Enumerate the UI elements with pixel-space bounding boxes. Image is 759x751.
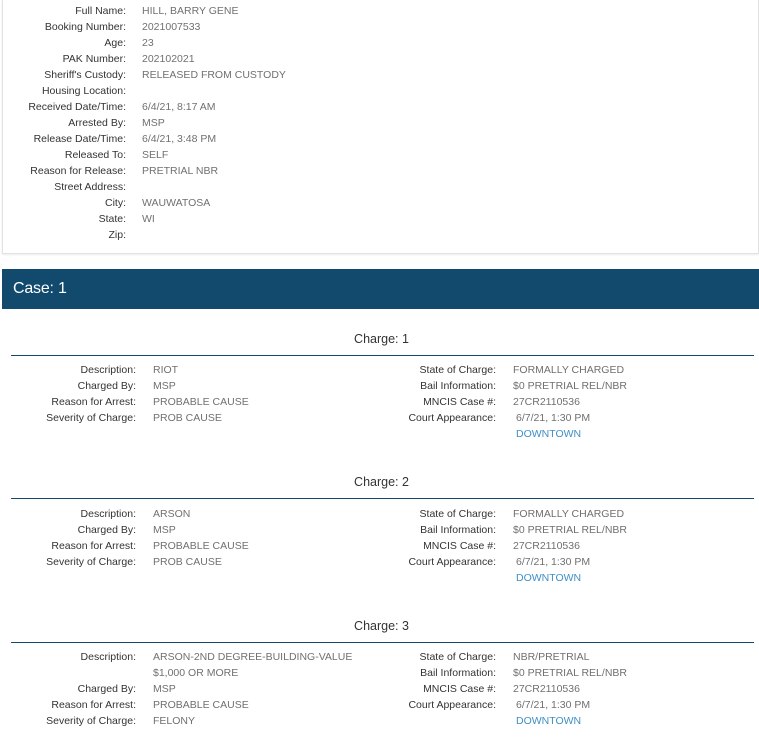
court-appearance-value: 6/7/21, 1:30 PM: [516, 412, 591, 424]
field-label: Severity of Charge:: [46, 412, 136, 424]
field-label: Description:: [80, 651, 136, 663]
field-label: Arrested By:: [68, 117, 126, 129]
detail-row-zip: [3, 227, 759, 243]
field-label: PAK Number:: [62, 53, 126, 65]
detail-row-reason-for-release: [3, 163, 759, 179]
field-label: Received Date/Time:: [28, 101, 126, 113]
released-to-value: SELF: [142, 149, 169, 161]
detail-row-street-address: [3, 179, 759, 195]
field-label: Court Appearance:: [408, 412, 496, 424]
field-label: Charged By:: [77, 380, 136, 392]
charged-by-value: MSP: [153, 524, 176, 536]
charge-divider: [11, 498, 754, 499]
bail-information-value: $0 PRETRIAL REL/NBR: [513, 524, 627, 536]
state-of-charge-row: [0, 649, 759, 665]
state-of-charge-value: FORMALLY CHARGED: [513, 508, 625, 520]
court-appearance-value: 6/7/21, 1:30 PM: [516, 556, 591, 568]
mncis-case-value: 27CR2110536: [513, 683, 580, 695]
booking-number-value: 2021007533: [142, 21, 201, 33]
mncis-case-row: [0, 681, 759, 697]
detail-row-sheriffs-custody: [3, 67, 759, 83]
detail-row-received-datetime: [3, 99, 759, 115]
charge-title: Charge: 3: [354, 619, 409, 633]
pak-number-value: 202102021: [142, 53, 195, 65]
field-label: MNCIS Case #:: [423, 683, 496, 695]
state-of-charge-value: FORMALLY CHARGED: [513, 364, 625, 376]
inmate-details-card: [2, 0, 759, 254]
detail-row-booking-number: [3, 19, 759, 35]
court-appearance-row: [0, 697, 759, 713]
detail-row-full-name: [3, 3, 759, 19]
reason-for-release-value: PRETRIAL NBR: [142, 165, 219, 177]
detail-row-housing-location: [3, 83, 759, 99]
field-label: Release Date/Time:: [33, 133, 126, 145]
court-appearance-row: [0, 554, 759, 570]
severity-row: [0, 713, 759, 729]
field-label: State of Charge:: [419, 651, 496, 663]
charge-title: Charge: 1: [354, 332, 409, 346]
bail-information-value: $0 PRETRIAL REL/NBR: [513, 380, 627, 392]
mncis-case-value: 27CR2110536: [513, 540, 580, 552]
detail-row-state: [3, 211, 759, 227]
state-of-charge-value: NBR/PRETRIAL: [513, 651, 590, 663]
field-label: Released To:: [64, 149, 126, 161]
detail-row-city: [3, 195, 759, 211]
detail-row-age: [3, 35, 759, 51]
mncis-case-row: [0, 538, 759, 554]
age-value: 23: [142, 37, 154, 49]
field-label: Severity of Charge:: [46, 556, 136, 568]
field-label: Street Address:: [54, 181, 126, 193]
mncis-case-row: [0, 394, 759, 410]
detail-row-arrested-by: [3, 115, 759, 131]
bail-information-row: [0, 378, 759, 394]
field-label: Sheriff's Custody:: [44, 69, 126, 81]
field-label: City:: [105, 197, 126, 209]
field-label: Severity of Charge:: [46, 715, 136, 727]
field-label: MNCIS Case #:: [423, 540, 496, 552]
field-label: Reason for Arrest:: [51, 396, 136, 408]
field-label: Reason for Arrest:: [51, 699, 136, 711]
court-location-link[interactable]: DOWNTOWN: [516, 715, 582, 727]
charge-divider: [11, 355, 754, 356]
field-label: State of Charge:: [419, 364, 496, 376]
field-label: Booking Number:: [44, 21, 126, 33]
arrested-by-value: MSP: [142, 117, 165, 129]
reason-for-arrest-value: PROBABLE CAUSE: [153, 540, 249, 552]
court-appearance-row: [0, 410, 759, 426]
received-datetime-value: 6/4/21, 8:17 AM: [142, 101, 216, 113]
charge-title: Charge: 2: [354, 475, 409, 489]
reason-for-arrest-value: PROBABLE CAUSE: [153, 699, 249, 711]
field-label: Court Appearance:: [408, 699, 496, 711]
field-label: Bail Information:: [420, 667, 496, 679]
field-label: Court Appearance:: [408, 556, 496, 568]
case-header: Case: 1: [2, 269, 759, 309]
sheriffs-custody-value: RELEASED FROM CUSTODY: [142, 69, 286, 81]
severity-value: FELONY: [153, 715, 196, 727]
bail-information-value: $0 PRETRIAL REL/NBR: [513, 667, 627, 679]
court-appearance-value: 6/7/21, 1:30 PM: [516, 699, 591, 711]
state-of-charge-row: [0, 506, 759, 522]
field-label: Bail Information:: [420, 380, 496, 392]
full-name-value: HILL, BARRY GENE: [142, 5, 239, 17]
court-location-link[interactable]: DOWNTOWN: [516, 572, 582, 584]
detail-row-released-to: [3, 147, 759, 163]
charged-by-value: MSP: [153, 683, 176, 695]
court-location-link[interactable]: DOWNTOWN: [516, 428, 582, 440]
field-label: State:: [98, 213, 126, 225]
field-label: Full Name:: [75, 5, 126, 17]
field-label: Bail Information:: [420, 524, 496, 536]
field-label: State of Charge:: [419, 508, 496, 520]
field-label: Housing Location:: [41, 85, 126, 97]
charged-by-value: MSP: [153, 380, 176, 392]
city-value: WAUWATOSA: [142, 197, 211, 209]
description-value: RIOT: [153, 364, 179, 376]
detail-row-pak-number: [3, 51, 759, 67]
reason-for-arrest-value: PROBABLE CAUSE: [153, 396, 249, 408]
description-value: ARSON-2ND DEGREE-BUILDING-VALUE $1,000 OR MORE: [153, 651, 353, 679]
field-label: Reason for Release:: [30, 165, 126, 177]
field-label: MNCIS Case #:: [423, 396, 496, 408]
mncis-case-value: 27CR2110536: [513, 396, 580, 408]
state-of-charge-row: [0, 362, 759, 378]
detail-row-release-datetime: [3, 131, 759, 147]
bail-information-row: [0, 522, 759, 538]
field-label: Age:: [104, 37, 126, 49]
field-label: Charged By:: [77, 683, 136, 695]
description-value: ARSON: [153, 508, 191, 520]
bail-information-row: [0, 665, 759, 681]
field-label: Zip:: [108, 229, 126, 241]
field-label: Charged By:: [77, 524, 136, 536]
release-datetime-value: 6/4/21, 3:48 PM: [142, 133, 217, 145]
charge-divider: [11, 642, 754, 643]
field-label: Reason for Arrest:: [51, 540, 136, 552]
field-label: Description:: [80, 508, 136, 520]
state-value: WI: [142, 213, 155, 225]
field-label: Description:: [80, 364, 136, 376]
severity-value: PROB CAUSE: [153, 412, 222, 424]
severity-value: PROB CAUSE: [153, 556, 222, 568]
